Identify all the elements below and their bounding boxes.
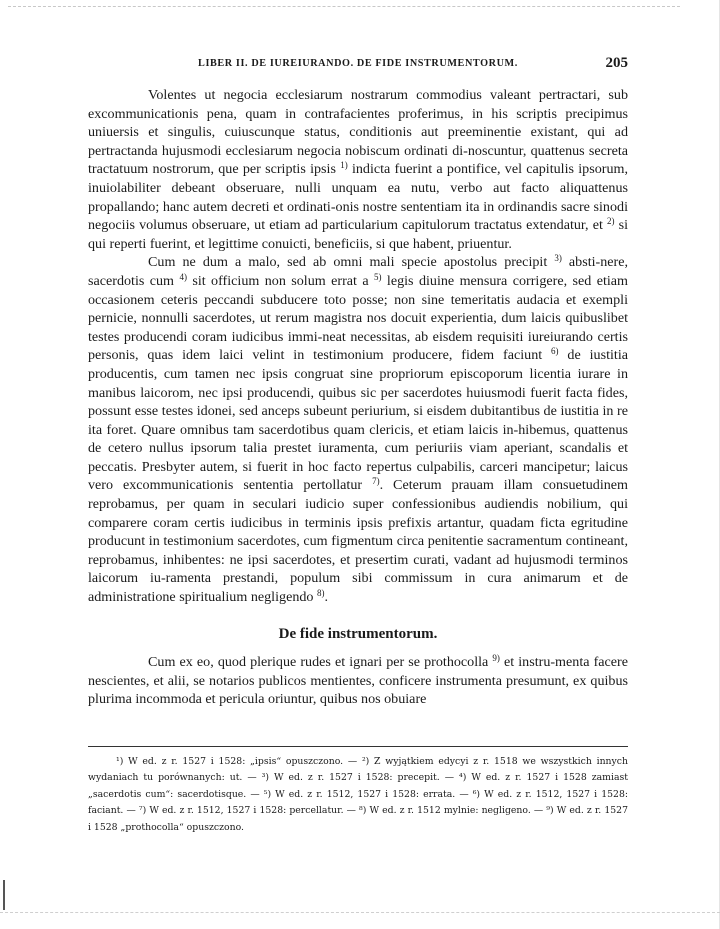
footnote-ref: 2) <box>606 216 615 227</box>
footnote-ref: 7) <box>372 476 380 487</box>
footnotes <box>88 754 628 836</box>
footnote-ref: 8) <box>316 588 325 599</box>
footnote-text: ¹) W ed. z r. 1527 i 1528: „ipsis“ opuszczono. — ²) Z wyjątkiem edycyi z r. 1518 we wszystkich innych wydaniach tu porównanych: ut. — ³) W ed. z r. 1527 i 1528: precepit. — ⁴) W ed. z r. 1527 i 1528 zamiast „sacerdotis cum“: sacerdotisque. — ⁵) W ed. z r. 1512, 1527 i 1528: errata. — ⁶) W ed. z r. 1512, 1527 i 1528: faciant. — ⁷) W ed. z r. 1512, 1527 i 1528: percellatur. — ⁸) W ed. z r. 1512 mylnie: negligeno. — ⁹) W ed. z r. 1527 i 1528 „prothocolla“ opuszczono. <box>88 756 628 833</box>
page-number: 205 <box>605 55 628 71</box>
footnote-ref: 5) <box>374 271 382 282</box>
footnote-rule <box>88 746 628 747</box>
main-text <box>88 86 628 709</box>
paragraph-3: Cum ex eo, quod plerique rudes et ignari per se prothocolla $^{9)}$ et instru-menta facere nescientes, et alii, se notarios publicos mentientes, conficere instrumenta presumunt, ex quibus plurima incommoda et pericula oriuntur, quibus nos obuiare <box>88 653 628 708</box>
footnote-ref: 6) <box>551 346 559 357</box>
scan-edge-top <box>8 6 680 7</box>
footnote-ref: 3) <box>554 253 562 264</box>
paragraph-1: Volentes ut negocia ecclesiarum nostrarum commodius valeant pertractari, sub excommunicationis pena, quam in contrafacientes proferimus, in his scriptis precipimus uniuersis et singulis, cuiuscunque status, conditionis aut preeminentie existant, qui ad pertractanda hujusmodi ecclesiarum negocia nobiscum ordinati di-noscuntur, quattenus secreta tractatuum nostrorum, que per scriptis ipsis $^{1)}$ indicta fuerint a pontifice, vel capitulis ipsorum, inuiolabiliter debeant obseruare, nulli unquam ea nutu, verbo aut facto aliquattenus propallando; hanc autem decreti et ordinati-onis nostre sententiam ita in ordinandis sacre sinodi negociis volumus obseruare, ut etiam ad particularium capitulorum tractatus extendatur, et $^{2)}$ si qui reperti fuerint, et legittime conuicti, beneficiis, si que habent, priuentur. <box>88 87 628 252</box>
scan-edge-bottom <box>0 912 720 913</box>
footnote-ref: 1) <box>340 160 348 171</box>
footnote-ref: 9) <box>492 653 500 664</box>
footnote-ref: 4) <box>179 271 187 282</box>
running-title: LIBER II. DE IUREIURANDO. DE FIDE INSTRUMENTORUM. <box>198 58 518 69</box>
scan-edge-left <box>3 880 5 910</box>
running-head <box>88 55 628 75</box>
section-heading: De fide instrumentorum. <box>278 625 438 642</box>
paragraph-2: Cum ne dum a malo, sed ab omni mali specie apostolus precipit $^{3)}$ absti-nere, sacerdotis cum $^{4)}$ sit officium non solum errat a $^{5)}$ legis diuine mensura corrigere, sed etiam occasionem ceteris peccandi subducere toto posse; non sine temeritatis audacia et exempli pernicie, nonnulli sacerdotes, ut rerum magistra nos docuit experientia, dum laicis quibuslibet testes producendi coram iudicibus immi-neat necessitas, ab eisdem requisiti iureiurando certis personis, quas idem laici velint in testimonium producere, fidem faciunt $^{6)}$ de iustitia producentis, cum tamen nec ipsis congruat sine propriorum episcoporum licentia iurare in manibus laicorom, nec ipsi producendi, quibus sic per sacerdotes huiusmodi fuerit facta fides, possunt esse testes idonei, sed anceps subeunt periurium, si eisdem dubitantibus de iustitia in re ita foret. Quare omnibus tam sacerdotibus quam clericis, et etiam laicis in-hibemus, quattenus de cetero nullus ipsorum talia prestet iuramenta, cum periuriis viam aperiant, scandalis et peccatis. Presbyter autem, si fuerit in hoc facto repertus culpabilis, carceri mancipetur; laicus vero excommunicationis sententia pertollatur $^{7)}$. Ceterum prauam illam consuetudinem reprobamus, per quam in seculari iudicio super confessionibus audiendis nobilium, qui comparere coram certis iudicibus in terminis ipsis prefixis artantur, quadam ficta egritudine producunt in testimonium sacerdotes, cum figmentum circa penitentie sacramentum contineant, reprobamus, inhibentes: ne ipsi sacerdotes, et presertim curati, vadant ad hujusmodi terminos laicorum iu-ramenta prestandi, populum sibi commissum in cura animarum et de administratione spiritualium negligendo $^{8)}$. <box>88 253 629 606</box>
